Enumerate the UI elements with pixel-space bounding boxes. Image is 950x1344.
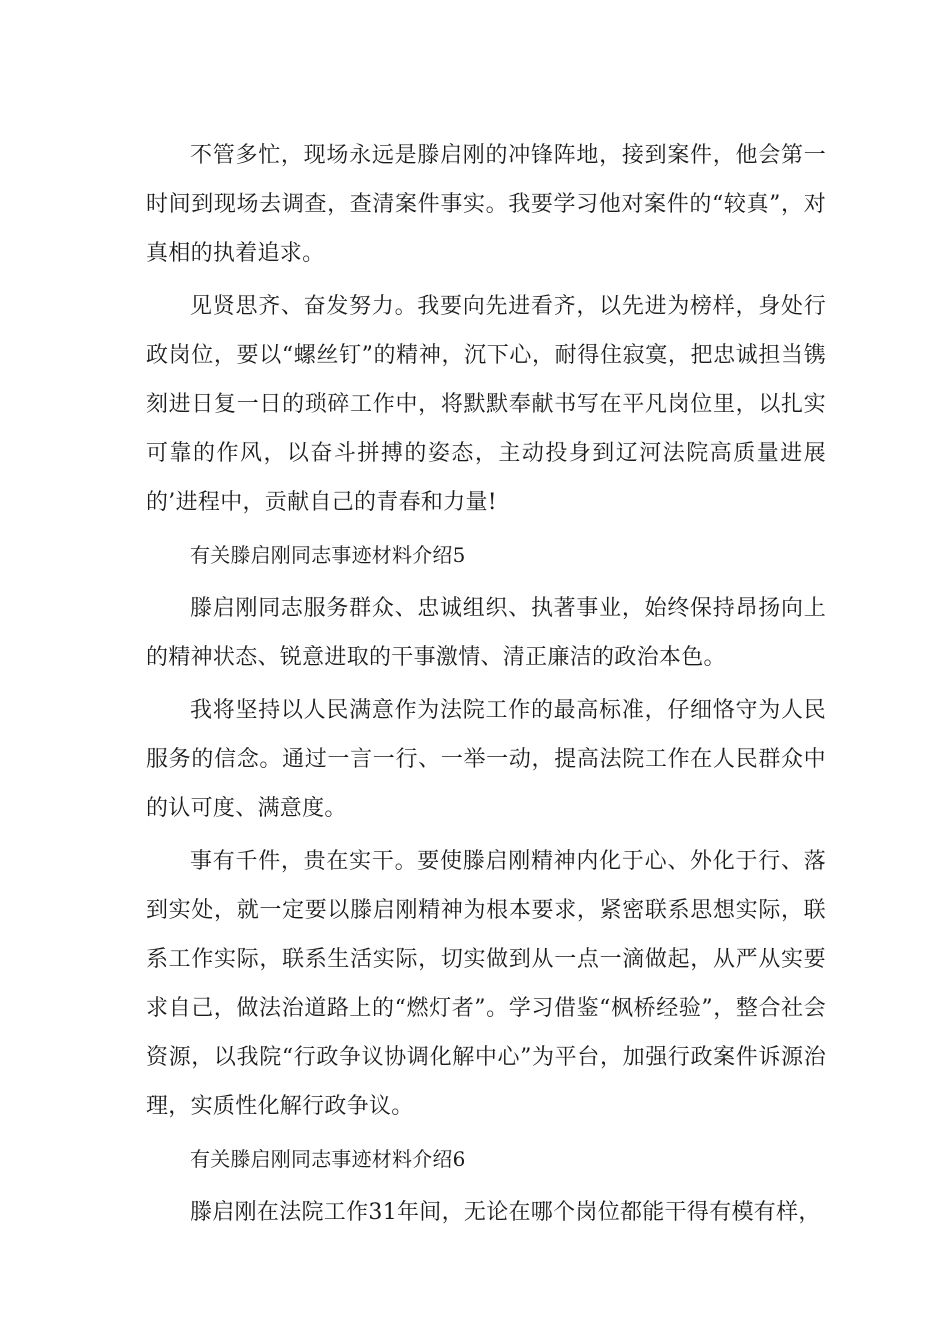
document-page [146,131,826,1241]
paragraph-6: 滕启刚在法院工作31年间，无论在哪个岗位都能干得有模有样， [190,1200,821,1225]
paragraph-3: 滕启刚同志服务群众、忠诚组织、执著事业，始终保持昂扬向上的精神状态、锐意进取的干事激情、清正廉洁的政治本色。 [146,596,826,670]
paragraph-4: 我将坚持以人民满意作为法院工作的最高标准，仔细恪守为人民服务的信念。通过一言一行、一举一动，提高法院工作在人民群众中的认可度、满意度。 [146,698,826,821]
paragraph-1: 不管多忙，现场永远是滕启刚的冲锋阵地，接到案件，他会第一时间到现场去调查，查清案件事实。我要学习他对案件的“较真”，对真相的执着追求。 [146,143,826,266]
paragraph-2: 见贤思齐、奋发努力。我要向先进看齐，以先进为榜样，身处行政岗位，要以“螺丝钉”的精神，沉下心，耐得住寂寞，把忠诚担当镌刻进日复一日的琐碎工作中，将默默奉献书写在平凡岗位里，以扎实可靠的作风，以奋斗拼搏的姿态，主动投身到辽河法院高质量进展的’进程中，贡献自己的青春和力量! [146,294,826,515]
paragraph-5: 事有千件，贵在实干。要使滕启刚精神内化于心、外化于行、落到实处，就一定要以滕启刚精神为根本要求，紧密联系思想实际，联系工作实际，联系生活实际，切实做到从一点一滴做起，从严从实要求自己，做法治道路上的“燃灯者”。学习借鉴“枫桥经验”，整合社会资源，以我院“行政争议协调化解中心”为平台，加强行政案件诉源治理，实质性化解行政争议。 [146,849,826,1119]
section-heading-6: 有关滕启刚同志事迹材料介绍6 [190,1147,466,1171]
section-heading-5: 有关滕启刚同志事迹材料介绍5 [190,543,466,567]
